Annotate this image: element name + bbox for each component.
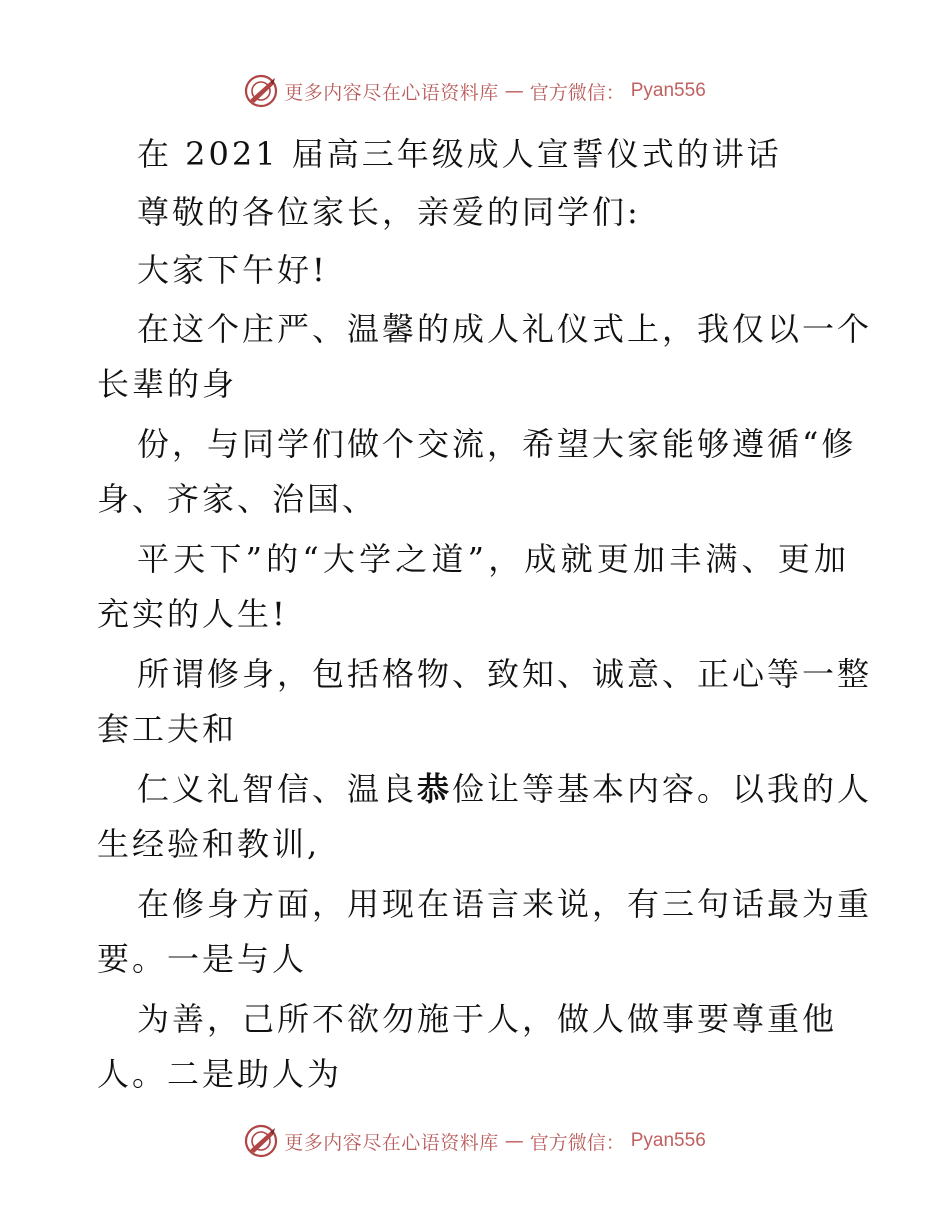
emphasized-character: 恭 <box>417 770 453 808</box>
paragraph-line: 充实的人生! <box>97 595 288 633</box>
brand-logo-icon <box>244 74 278 108</box>
header-banner <box>0 71 950 111</box>
paragraph-segment: 俭让等基本内容。以我的人 <box>452 770 873 808</box>
paragraph-line: 生经验和教训, <box>97 825 321 863</box>
paragraph-line: 长辈的身 <box>97 365 238 403</box>
header-banner-text: 更多内容尽在心语资料库 <box>284 81 499 104</box>
paragraph-line: 在修身方面，用现在语言来说，有三句话最为重 <box>137 885 873 923</box>
footer-banner-wechat-id: Pyan556 <box>630 1130 706 1151</box>
document-title: 在 2021 届高三年级成人宣誓仪式的讲话 <box>137 135 782 173</box>
header-banner-dash: — <box>504 80 524 102</box>
header-banner-wechat-label: 官方微信： <box>529 81 625 104</box>
paragraph-line: 人。二是助人为 <box>97 1055 343 1093</box>
footer-banner <box>0 1121 950 1161</box>
paragraph-line: 套工夫和 <box>97 710 238 748</box>
paragraph-line: 所谓修身，包括格物、致知、诚意、正心等一整 <box>137 655 873 693</box>
footer-banner-text: 更多内容尽在心语资料库 <box>284 1131 499 1154</box>
paragraph-line-composite <box>137 765 872 813</box>
paragraph-segment: 仁义礼智信、温良 <box>137 770 418 808</box>
paragraph-line: 平天下”的“大学之道”，成就更加丰满、更加 <box>137 540 849 578</box>
brand-logo-icon <box>244 1124 278 1158</box>
footer-banner-wechat-label: 官方微信： <box>529 1131 625 1154</box>
footer-banner-dash: — <box>504 1130 524 1152</box>
paragraph-line: 份，与同学们做个交流，希望大家能够遵循“修 <box>137 425 857 463</box>
salutation: 尊敬的各位家长，亲爱的同学们: <box>137 193 641 231</box>
greeting: 大家下午好! <box>137 251 328 289</box>
header-banner-wechat-id: Pyan556 <box>630 80 706 101</box>
paragraph-line: 为善，己所不欲勿施于人，做人做事要尊重他 <box>137 1000 838 1038</box>
paragraph-line: 身、齐家、治国、 <box>97 480 378 518</box>
paragraph-line: 要。一是与人 <box>97 940 308 978</box>
paragraph-line: 在这个庄严、温馨的成人礼仪式上，我仅以一个 <box>137 310 873 348</box>
